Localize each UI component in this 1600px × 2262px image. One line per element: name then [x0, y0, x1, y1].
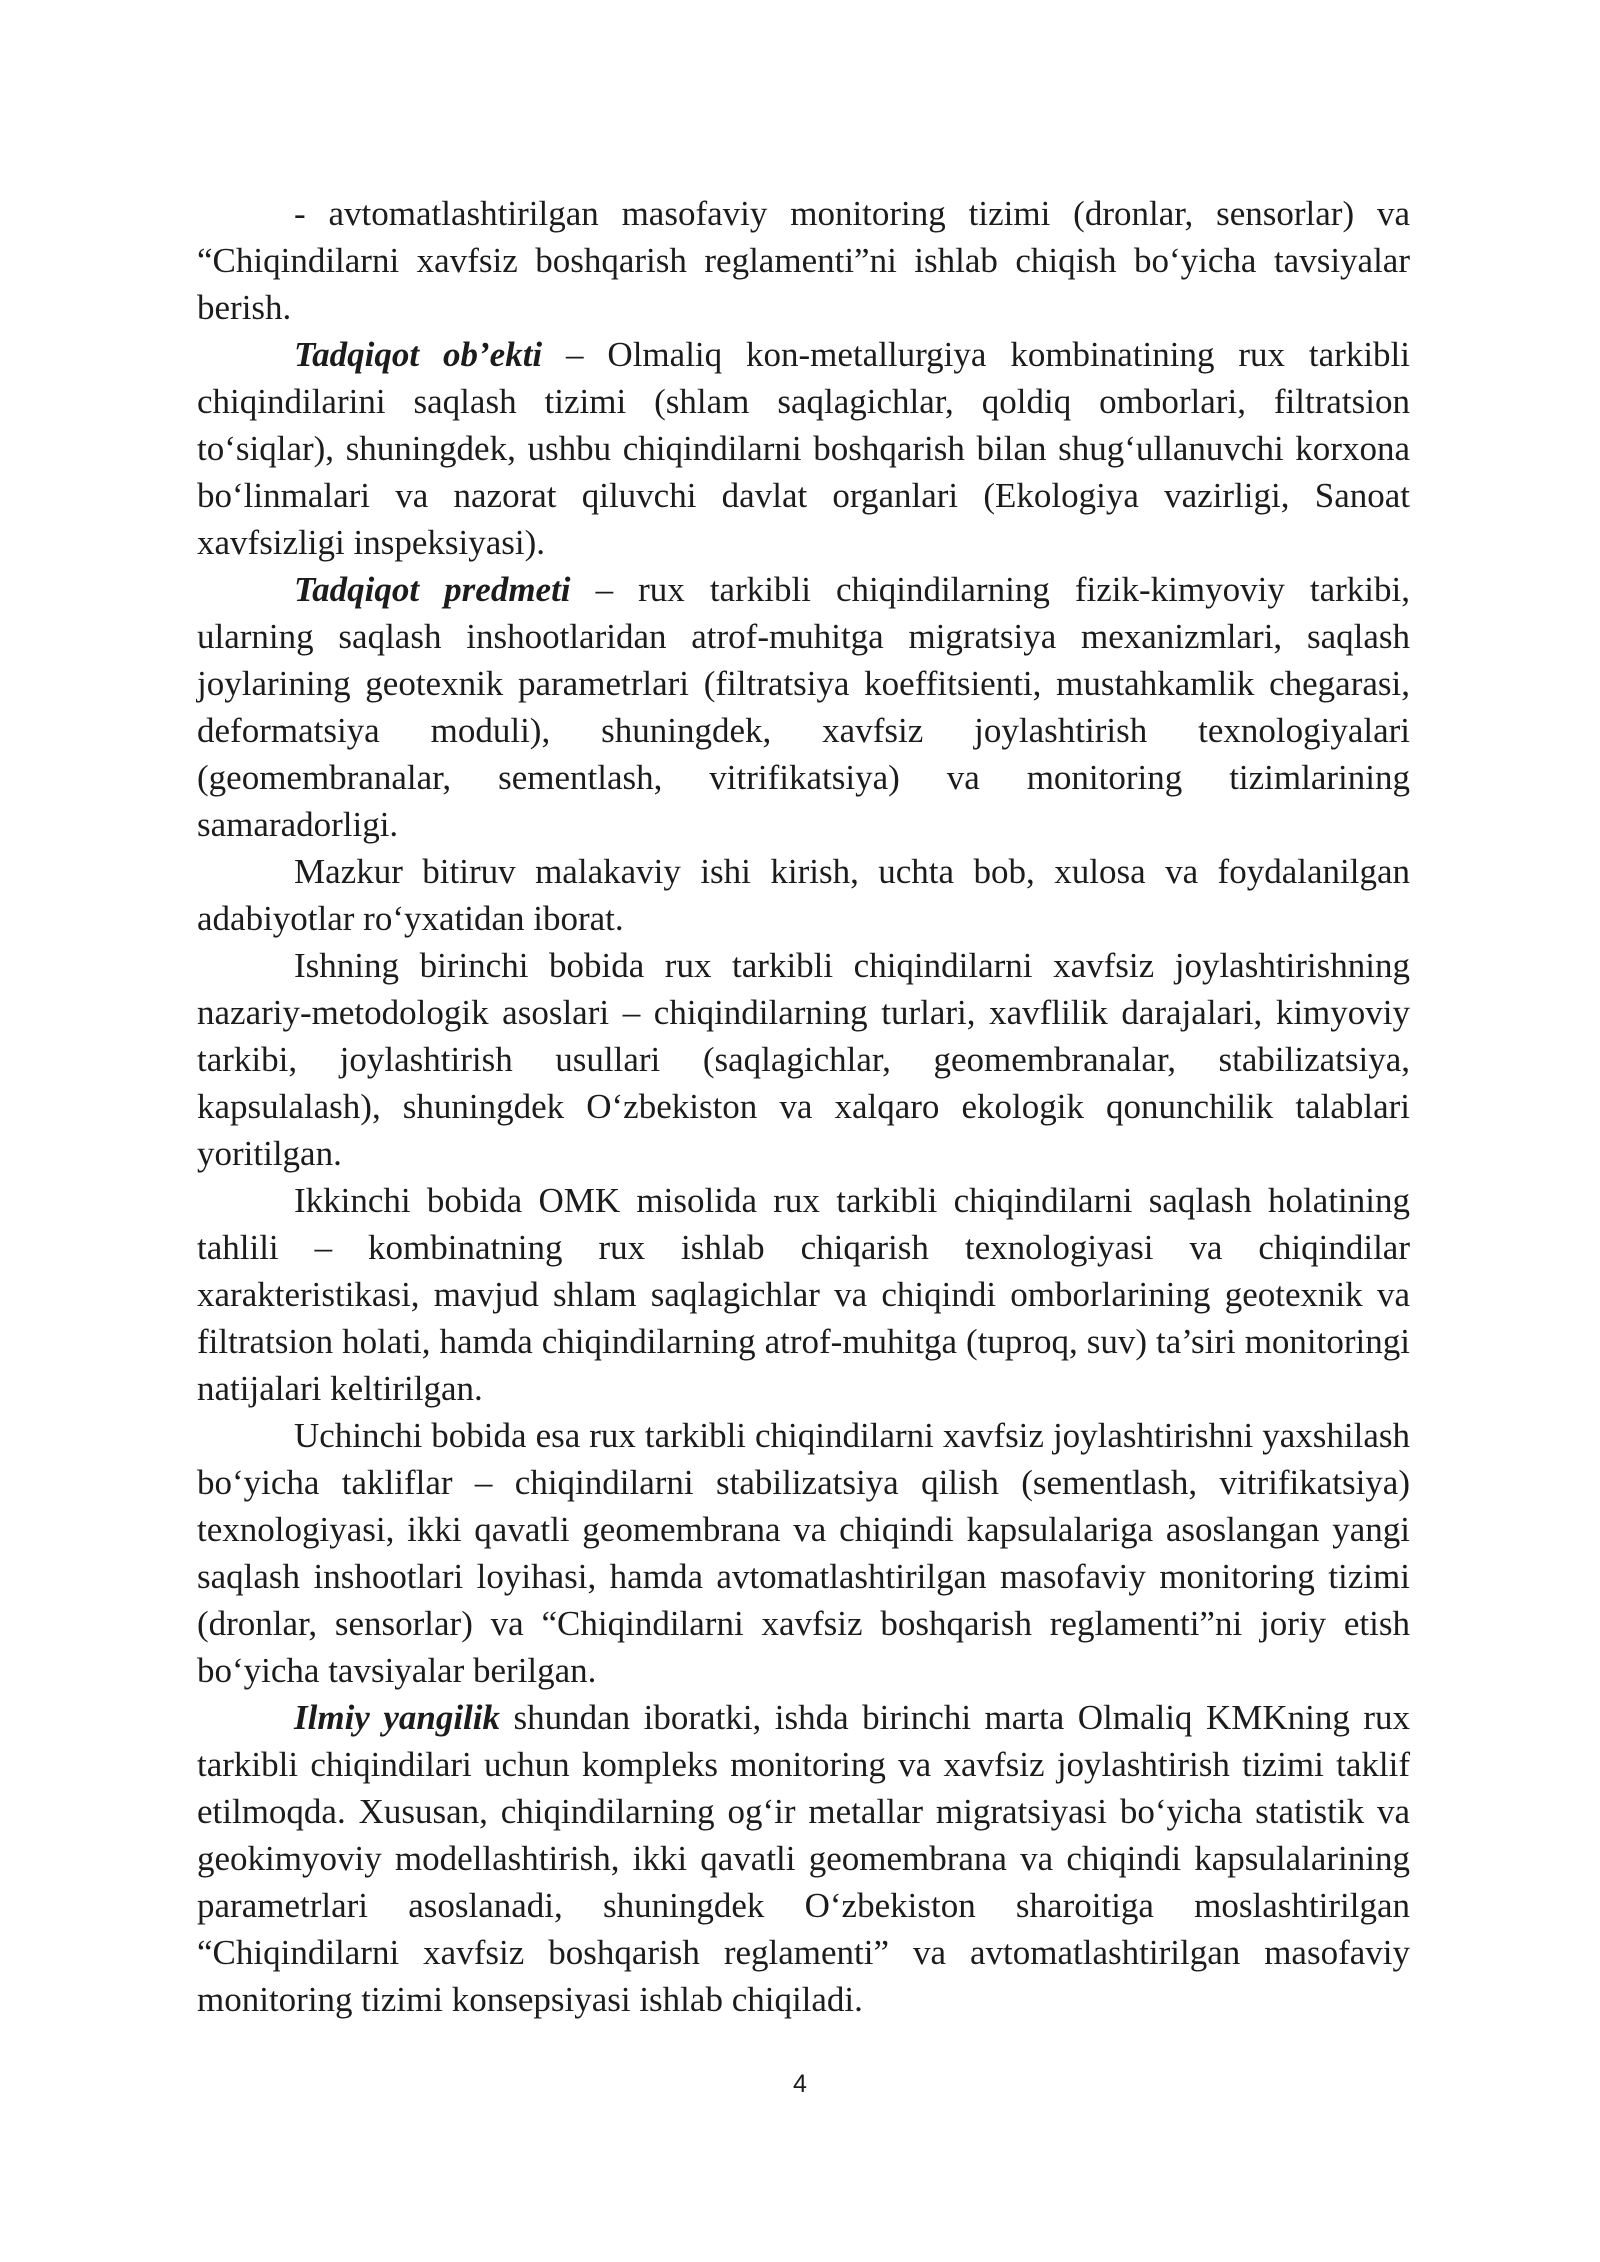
- paragraph-text: - avtomatlashtirilgan masofaviy monitoring tizimi (dronlar, sensorlar) va “Chiqindilarni xavfsiz boshqarish reglamenti”ni ishlab chiqish bo‘yicha tavsiyalar berish.: [197, 194, 1410, 327]
- paragraph-text: – Olmaliq kon-metallurgiya kombinatining rux tarkibli chiqindilarini saqlash tizimi (shlam saqlagichlar, qoldiq omborlari, filtratsion to‘siqlar), shuningdek, ushbu chiqindilarni boshqarish bilan shug‘ullanuvchi korxona bo‘linmalari va nazorat qiluvchi davlat organlari (Ekologiya vazirligi, Sanoat xavfsizligi inspeksiyasi).: [197, 335, 1410, 562]
- paragraph-recommendations: [197, 190, 1410, 331]
- page-number: 4: [793, 2070, 807, 2098]
- paragraph-text: – rux tarkibli chiqindilarning fizik-kimyoviy tarkibi, ularning saqlash inshootlaridan atrof-muhitga migratsiya mexanizmlari, saqlash joylarining geotexnik parametrlari (filtratsiya koeffitsienti, mustahkamlik chegarasi, deformatsiya moduli), shuningdek, xavfsiz joylashtirish texnologiyalari (geomembranalar, sementlash, vitrifikatsiya) va monitoring tizimlarining samaradorligi.: [197, 570, 1410, 844]
- paragraph-text: shundan iboratki, ishda birinchi marta Olmaliq KMKning rux tarkibli chiqindilari uchun kompleks monitoring va xavfsiz joylashtirish tizimi taklif etilmoqda. Xususan, chiqindilarning og‘ir metallar migratsiyasi bo‘yicha statistik va geokimyoviy modellashtirish, ikki qavatli geomembrana va chiqindi kapsulalarining parametrlari asoslanadi, shuningdek O‘zbekiston sharoitiga moslashtirilgan “Chiqindilarni xavfsiz boshqarish reglamenti” va avtomatlashtirilgan masofaviy monitoring tizimi konsepsiyasi ishlab chiqiladi.: [197, 1698, 1410, 2019]
- paragraph-scientific-novelty: [197, 1694, 1410, 2023]
- paragraph-text: Mazkur bitiruv malakaviy ishi kirish, uchta bob, xulosa va foydalanilgan adabiyotlar ro‘yxatidan iborat.: [197, 852, 1410, 938]
- paragraph-lead: Ilmiy yangilik: [294, 1698, 501, 1737]
- paragraph-text: Ishning birinchi bobida rux tarkibli chiqindilarni xavfsiz joylashtirishning nazariy-metodologik asoslari – chiqindilarning turlari, xavflilik darajalari, kimyoviy tarkibi, joylashtirish usullari (saqlagichlar, geomembranalar, stabilizatsiya, kapsulalash), shuningdek O‘zbekiston va xalqaro ekologik qonunchilik talablari yoritilgan.: [197, 946, 1410, 1173]
- paragraph-structure: [197, 848, 1410, 942]
- paragraph-chapter-three: [197, 1412, 1410, 1694]
- paragraph-text: Ikkinchi bobida OMK misolida rux tarkibli chiqindilarni saqlash holatining tahlili – kombinatning rux ishlab chiqarish texnologiyasi va chiqindilar xarakteristikasi, mavjud shlam saqlagichlar va chiqindi omborlarining geotexnik va filtratsion holati, hamda chiqindilarning atrof-muhitga (tuproq, suv) ta’siri monitoringi natijalari keltirilgan.: [197, 1181, 1410, 1408]
- body-text: [197, 190, 1410, 2023]
- paragraph-research-subject: [197, 566, 1410, 848]
- paragraph-lead: Tadqiqot ob’ekti: [294, 335, 543, 374]
- paragraph-chapter-one: [197, 942, 1410, 1177]
- paragraph-lead: Tadqiqot predmeti: [294, 570, 571, 609]
- paragraph-research-object: [197, 331, 1410, 566]
- paragraph-text: Uchinchi bobida esa rux tarkibli chiqindilarni xavfsiz joylashtirishni yaxshilash bo‘yicha takliflar – chiqindilarni stabilizatsiya qilish (sementlash, vitrifikatsiya) texnologiyasi, ikki qavatli geomembrana va chiqindi kapsulalariga asoslangan yangi saqlash inshootlari loyihasi, hamda avtomatlashtirilgan masofaviy monitoring tizimi (dronlar, sensorlar) va “Chiqindilarni xavfsiz boshqarish reglamenti”ni joriy etish bo‘yicha tavsiyalar berilgan.: [197, 1416, 1410, 1690]
- paragraph-chapter-two: [197, 1177, 1410, 1412]
